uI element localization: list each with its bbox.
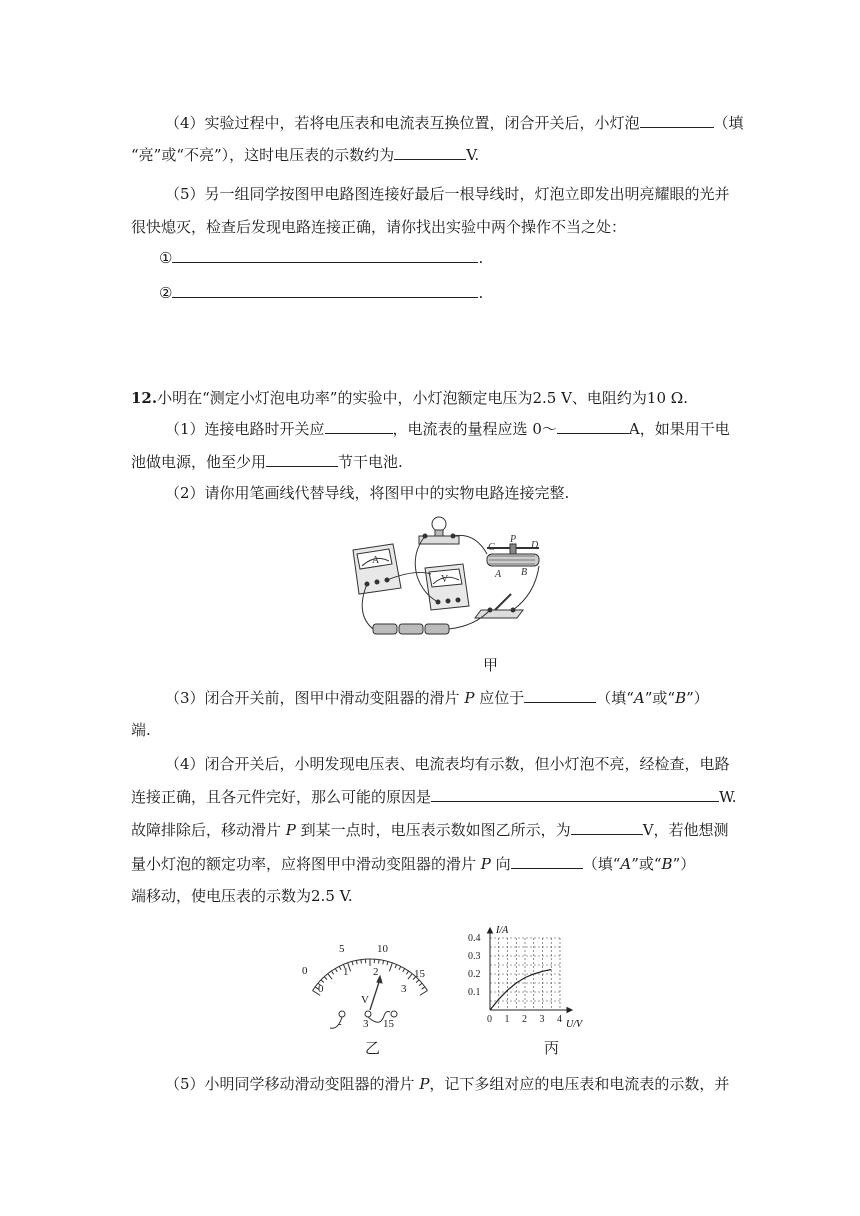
slider-p-label: P xyxy=(480,855,491,873)
dial-tick xyxy=(361,960,362,964)
q11-part4-line1 xyxy=(165,111,744,134)
q11-part5-line2: 很快熄灭，检查后发现电路连接正确，请你找出实验中两个操作不当之处： xyxy=(131,218,627,236)
dial-tick xyxy=(335,969,337,972)
dial-needle xyxy=(370,979,380,1010)
slider-p-label: P xyxy=(464,689,475,707)
q11-part5-line1: （5）另一组同学按图甲电路图连接好最后一根导线时，灯泡立即发出明亮耀眼的光并 xyxy=(165,185,730,203)
q12-part4-text-c: W. xyxy=(719,788,737,806)
figure-jia-circuit xyxy=(345,514,545,646)
voltmeter-icon xyxy=(425,564,469,610)
blank-voltmeter-reading[interactable] xyxy=(394,143,466,160)
figure-yi-caption: 乙 xyxy=(365,1039,381,1057)
blank-slider-end[interactable] xyxy=(524,686,596,703)
q12-part3-text-d: ”或“ xyxy=(644,689,676,707)
q12-part4-line4 xyxy=(131,852,695,875)
blank-answer-1[interactable] xyxy=(172,246,478,263)
q12-stem xyxy=(131,387,688,409)
y-axis-arrow xyxy=(488,928,493,933)
blank-ammeter-range[interactable] xyxy=(557,417,629,434)
q12-part5-text-b: ，记下多组对应的电压表和电流表的示数，并 xyxy=(429,1075,730,1093)
slider-p-label: P xyxy=(285,821,296,839)
rheostat-label-d: D xyxy=(531,540,539,551)
rheostat-label-a: A xyxy=(495,569,502,580)
dial-tick xyxy=(379,960,380,964)
blank-reason[interactable] xyxy=(431,785,719,802)
dot: . xyxy=(478,284,484,302)
q12-part1-line2 xyxy=(131,450,403,473)
q12-part4-text-e: 到某一点时，电压表示数如图乙所示，为 xyxy=(300,821,571,839)
q12-part4-text-g: 量小灯泡的额定功率，应将图甲中滑动变阻器的滑片 xyxy=(131,855,477,873)
q12-part5-text-a: （5）小明同学移动滑动变阻器的滑片 xyxy=(165,1075,415,1093)
dial-tick xyxy=(352,961,353,965)
dial-tick xyxy=(422,987,425,989)
figure-yi-voltmeter-dial xyxy=(300,932,440,1032)
q11-part4-line2 xyxy=(131,143,479,166)
blank-switch-state[interactable] xyxy=(325,417,393,434)
q12-part4-text-j: ”或“ xyxy=(631,855,662,873)
lower-tick-1: 1 xyxy=(343,966,349,978)
q11-part4-text-c: “亮”或“不亮”），这时电压表的示数约为 xyxy=(131,146,395,164)
terminal-15: 15 xyxy=(383,1018,394,1030)
question-number: 12. xyxy=(131,389,158,407)
q12-part3-text-e: ”） xyxy=(686,689,709,707)
q11-part4-text-b: （填 xyxy=(713,114,744,132)
q12-part1-line1 xyxy=(165,417,730,440)
figure-bing-iu-chart xyxy=(468,924,598,1036)
y-tick-label: 0.2 xyxy=(468,969,481,980)
rheostat-label-p: P xyxy=(510,534,517,545)
blank-answer-2[interactable] xyxy=(172,281,478,298)
dial-tick xyxy=(328,974,332,979)
q12-part4-line3 xyxy=(131,818,729,841)
switch-icon xyxy=(475,594,523,618)
y-tick-label: 0.1 xyxy=(468,987,481,998)
dial-tick xyxy=(416,980,419,983)
dial-tick xyxy=(408,974,412,979)
terminal-minus: - xyxy=(338,1018,342,1030)
q12-part4-line2 xyxy=(131,785,737,808)
q12-part1-text-c: A，如果用干电 xyxy=(628,420,730,438)
answer-mark-2: ② xyxy=(159,284,173,302)
q12-part1-text-b: ，电流表的量程应选 0～ xyxy=(392,420,557,438)
dial-tick xyxy=(420,991,428,996)
q12-part4-text-d: 故障排除后，移动滑片 xyxy=(131,821,282,839)
dial-tick xyxy=(395,964,397,968)
dial-tick xyxy=(339,966,341,970)
q12-part3-line2: 端. xyxy=(131,721,151,739)
dial-tick xyxy=(403,969,405,972)
dial-tick xyxy=(331,971,333,974)
q11-part4-text-d: V. xyxy=(466,146,480,164)
option-b: B xyxy=(675,689,687,707)
dial-tick xyxy=(387,961,388,965)
dial-tick xyxy=(324,977,327,980)
blank-voltage-reading[interactable] xyxy=(571,818,643,835)
x-tick-label: 0 xyxy=(487,1014,492,1025)
q12-part1-text-e: 节干电池. xyxy=(338,453,403,471)
rheostat-label-c: C xyxy=(488,542,495,553)
option-b: B xyxy=(661,855,673,873)
x-tick-label: 2 xyxy=(522,1014,527,1025)
dial-unit: V xyxy=(361,994,369,1006)
q12-part4-line5: 端移动，使电压表的示数为2.5 V. xyxy=(131,887,353,905)
upper-tick-15: 15 xyxy=(414,968,425,980)
terminal-3-knob xyxy=(365,1011,371,1017)
option-a: A xyxy=(633,689,645,707)
blank-light-state[interactable] xyxy=(640,111,714,128)
lower-tick-3: 3 xyxy=(401,983,407,995)
x-tick-label: 3 xyxy=(539,1014,545,1025)
battery-pack-icon xyxy=(373,624,449,634)
x-axis-arrow xyxy=(567,1008,572,1013)
blank-battery-count[interactable] xyxy=(266,450,338,467)
q12-part2: （2）请你用笔画线代替导线，将图甲中的实物电路连接完整. xyxy=(165,484,570,502)
q12-part4-text-i: （填“ xyxy=(582,855,621,873)
terminal-3: 3 xyxy=(363,1018,369,1030)
series-curve xyxy=(490,970,551,1011)
ammeter-label: A xyxy=(372,555,380,566)
bulb-icon xyxy=(419,517,459,544)
q12-part4-text-h: 向 xyxy=(495,855,511,873)
dial-tick xyxy=(356,960,357,964)
dial-tick xyxy=(399,966,401,970)
q12-part1-text-d: 池做电源，他至少用 xyxy=(131,453,267,471)
terminal-15-knob xyxy=(391,1011,397,1017)
y-tick-label: 0.3 xyxy=(468,951,481,962)
voltmeter-label: V xyxy=(441,574,449,585)
q11-part5-answer2 xyxy=(159,281,483,304)
q12-part3-text-a: （3）闭合开关前，图甲中滑动变阻器的滑片 xyxy=(165,689,460,707)
dial-tick xyxy=(383,960,384,964)
dial-tick xyxy=(389,963,392,971)
q12-part4-text-f: V，若他想测 xyxy=(642,821,729,839)
upper-tick-0: 0 xyxy=(302,965,308,977)
q12-part4-text-b: 连接正确，且各元件完好，那么可能的原因是 xyxy=(131,788,432,806)
terminal-minus-knob xyxy=(339,1011,345,1017)
x-tick-label: 1 xyxy=(504,1014,510,1025)
lower-tick-2: 2 xyxy=(373,966,379,978)
q12-part4-text-k: ”） xyxy=(672,855,696,873)
upper-tick-5: 5 xyxy=(339,943,345,955)
figure-jia-caption: 甲 xyxy=(483,656,499,674)
x-tick-label: 4 xyxy=(557,1014,562,1025)
q12-stem-text: 小明在“测定小灯泡电功率”的实验中，小灯泡额定电压为2.5 V、电阻约为10 Ω. xyxy=(157,389,688,407)
q11-part5-answer1 xyxy=(159,246,483,269)
y-axis-label: I/A xyxy=(496,925,509,936)
q12-part3-text-c: （填“ xyxy=(596,689,634,707)
y-tick-label: 0.4 xyxy=(468,933,481,944)
dot: . xyxy=(478,249,484,267)
dial-tick xyxy=(406,971,408,974)
dial-tick xyxy=(419,983,422,986)
q12-part3-text-b: 应位于 xyxy=(479,689,525,707)
q12-part1-text-a: （1）连接电路时开关应 xyxy=(165,420,325,438)
ammeter-icon xyxy=(353,544,401,594)
q11-part4-text-a: （4）实验过程中，若将电压表和电流表互换位置，闭合开关后，小灯泡 xyxy=(165,114,640,132)
q12-part5-line1 xyxy=(165,1073,729,1095)
option-a: A xyxy=(620,855,632,873)
blank-move-direction[interactable] xyxy=(511,852,583,869)
slider-p-label: P xyxy=(419,1075,430,1093)
figure-bing-caption: 丙 xyxy=(544,1039,560,1057)
x-axis-label: U/V xyxy=(566,1019,583,1030)
q12-part4-line1: （4）闭合开关后，小明发现电压表、电流表均有示数，但小灯泡不亮，经检查，电路 xyxy=(165,755,730,773)
rheostat-label-b: B xyxy=(521,567,528,578)
upper-tick-10: 10 xyxy=(377,943,388,955)
answer-mark-1: ① xyxy=(159,249,173,267)
lower-tick-0: 0 xyxy=(318,983,324,995)
q12-part3-line1 xyxy=(165,686,709,709)
